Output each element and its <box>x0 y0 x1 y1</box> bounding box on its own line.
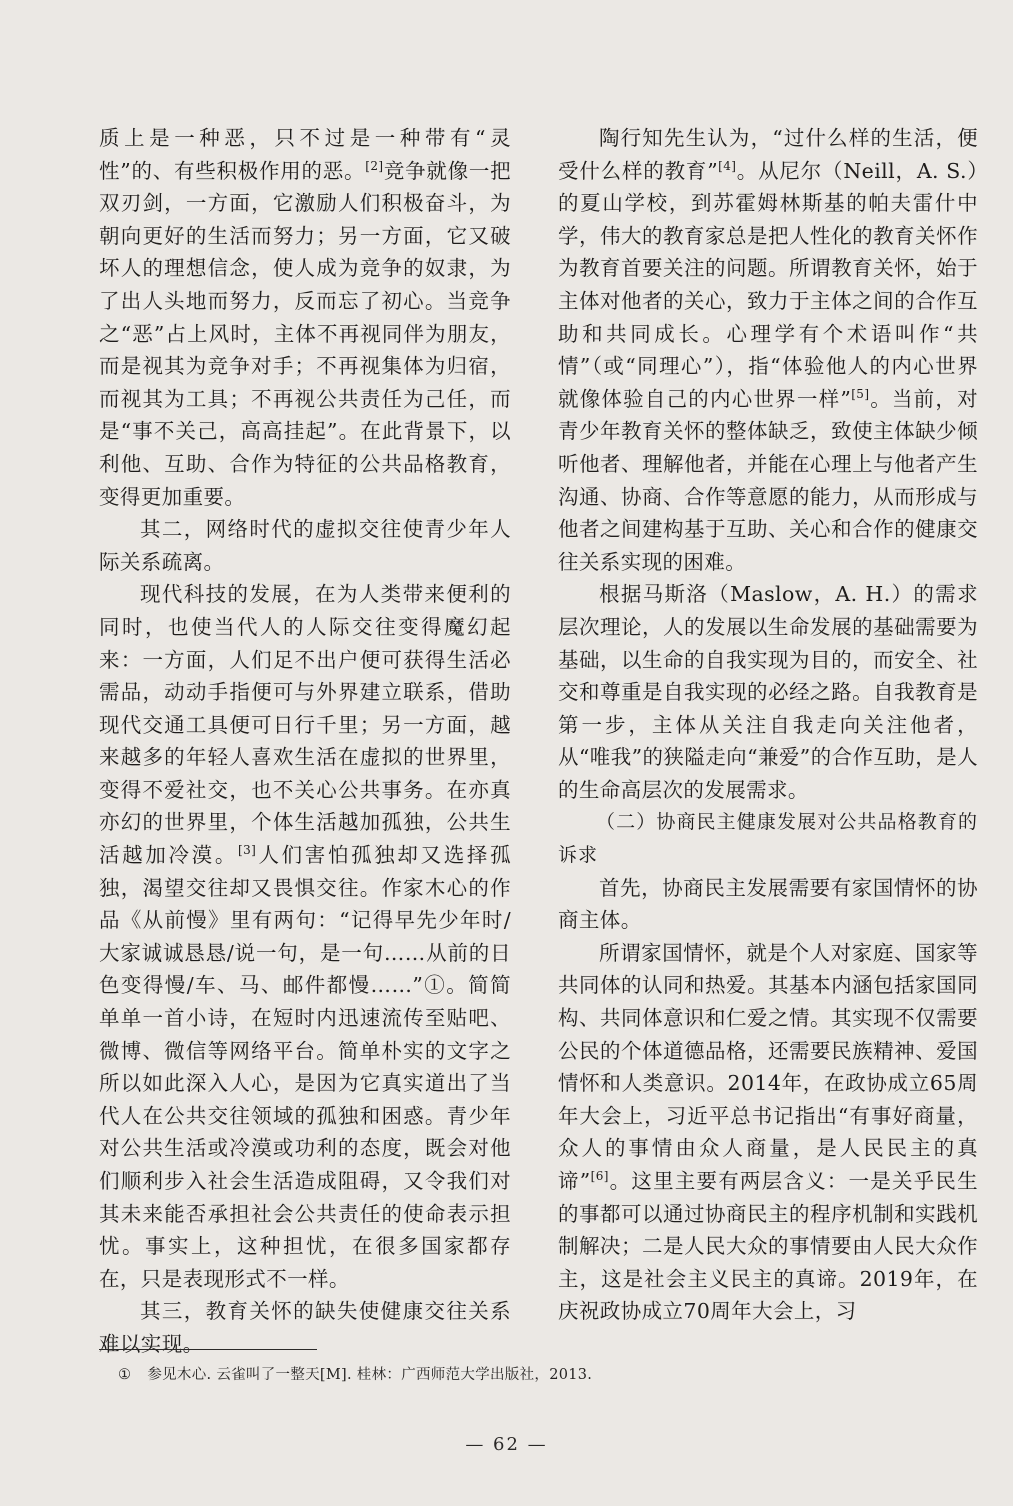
section-heading: （二）协商民主健康发展对公共品格教育的诉求 <box>558 811 978 867</box>
paragraph-text: 。当前，对青少年教育关怀的整体缺乏，致使主体缺少倾听他者、理解他者，并能在心理上与他者产生沟通、协商、合作等意愿的能力，从而形成与他者之间建构基于互助、关心和合作的健康交往关系实现的困难。 <box>558 386 978 574</box>
paragraph-text: 。简简单单一首小诗，在短时内迅速流传至贴吧、微博、微信等网络平台。简单朴实的文字之所以如此深入人心，是因为它真实道出了当代人在公共交往领域的孤独和困惑。青少年对公共生活或冷漠或功利的态度，既会对他们顺利步入社会生活造成阻碍，又令我们对其未来能否承担社会公共责任的使命表示担忧。事实上，这种担忧，在很多国家都存在，只是表现形式不一样。 <box>99 973 512 1291</box>
left-column <box>99 122 511 1361</box>
paragraph-text: 。这里主要有两层含义：一是关乎民生的事都可以通过协商民主的程序机制和实践机制解决；二是人民大众的事情要由人民大众作主，这是社会主义民主的真谛。2019年，在庆祝政协成立70周年大会上，习 <box>558 1169 978 1324</box>
paragraph <box>558 937 978 1328</box>
paragraph: 首先，协商民主发展需要有家国情怀的协商主体。 <box>558 875 978 933</box>
paragraph-text: 现代科技的发展，在为人类带来便利的同时，也使当代人的人际交往变得魔幻起来：一方面，人们足不出户便可获得生活必需品，动动手指便可与外界建立联系，借助现代交通工具便可日行千里；另一方面，越来越多的年轻人喜欢生活在虚拟的世界里，变得不爱社交，也不关心公共事务。在亦真亦幻的世界里，个体生活越加孤独，公共生活越加冷漠。 <box>99 582 511 868</box>
paragraph-text: 竞争就像一把双刃剑，一方面，它激励人们积极奋斗，为朝向更好的生活而努力；另一方面，它又破坏人的理想信念，使人成为竞争的奴隶，为了出人头地而努力，反而忘了初心。当竞争之“恶”占上风时，主体不再视同伴为朋友，而是视其为竞争对手；不再视集体为归宿，而视其为工具；不再视公共责任为己任，而是“事不关己，高高挂起”。在此背景下，以利他、互助、合作为特征的公共品格教育，变得更加重要。 <box>99 158 511 509</box>
footnote-mark: ① <box>118 1367 132 1383</box>
paragraph-text: 。从尼尔（Neill，A. S.）的夏山学校，到苏霍姆林斯基的帕夫雷什中学，伟大的教育家总是把人性化的教育关怀作为教育首要关注的问题。所谓教育关怀，始于主体对他者的关心，致力于主体之间的合作互助和共同成长。心理学有个术语叫作“共情”（或“同理心”），指“体验他人的内心世界就像体验自己的内心世界一样” <box>558 158 978 411</box>
paragraph <box>99 578 511 1295</box>
footnote <box>118 1365 978 1385</box>
footnote-divider <box>99 1349 317 1350</box>
paragraph-text: 质上是一种恶，只不过是一种带有“灵性”的、有些积极作用的恶。 <box>99 126 511 183</box>
paragraph-text: 陶行知先生认为，“过什么样的生活，便受什么样的教育” <box>558 126 978 183</box>
footnote-reference: ① <box>423 973 447 998</box>
paragraph-text: 所谓家国情怀，就是个人对家庭、国家等共同体的认同和热爱。其基本内涵包括家国同构、共同体意识和仁爱之情。其实现不仅需要公民的个体道德品格，还需要民族精神、爱国情怀和人类意识。2014年，在政协成立65周年大会上，习近平总书记指出“有事好商量，众人的事情由众人商量，是人民民主的真谛” <box>558 940 978 1193</box>
citation-mark: [2] <box>365 158 384 173</box>
page-number: — 62 — <box>465 1434 548 1455</box>
paragraph: 其二，网络时代的虚拟交往使青少年人际关系疏离。 <box>99 517 511 574</box>
paragraph-text: 人们害怕孤独却又选择孤独，渴望交往却又畏惧交往。作家木心的作品《从前慢》里有两句：“记得早先少年时/大家诚诚恳恳/说一句，是一句……从前的日色变得慢/车、马、邮件都慢……” <box>99 843 511 998</box>
citation-mark: [4] <box>718 158 737 173</box>
paragraph: 其三，教育关怀的缺失使健康交往关系难以实现。 <box>99 1299 511 1356</box>
citation-mark: [3] <box>237 843 257 858</box>
paragraph: 根据马斯洛（Maslow，A. H.）的需求层次理论，人的发展以生命发展的基础需要为基础，以生命的自我实现为目的，而安全、社交和尊重是自我实现的必经之路。自我教育是第一步，主体从关注自我走向关注他者，从“唯我”的狭隘走向“兼爱”的合作互助，是人的生命高层次的发展需求。 <box>558 582 978 802</box>
citation-mark: [5] <box>851 386 870 401</box>
footnote-text: 参见木心. 云雀叫了一整天[M]. 桂林：广西师范大学出版社，2013. <box>147 1367 593 1383</box>
citation-mark: [6] <box>590 1169 609 1184</box>
right-column <box>558 122 978 1328</box>
paragraph <box>99 122 511 513</box>
paragraph <box>558 122 978 578</box>
